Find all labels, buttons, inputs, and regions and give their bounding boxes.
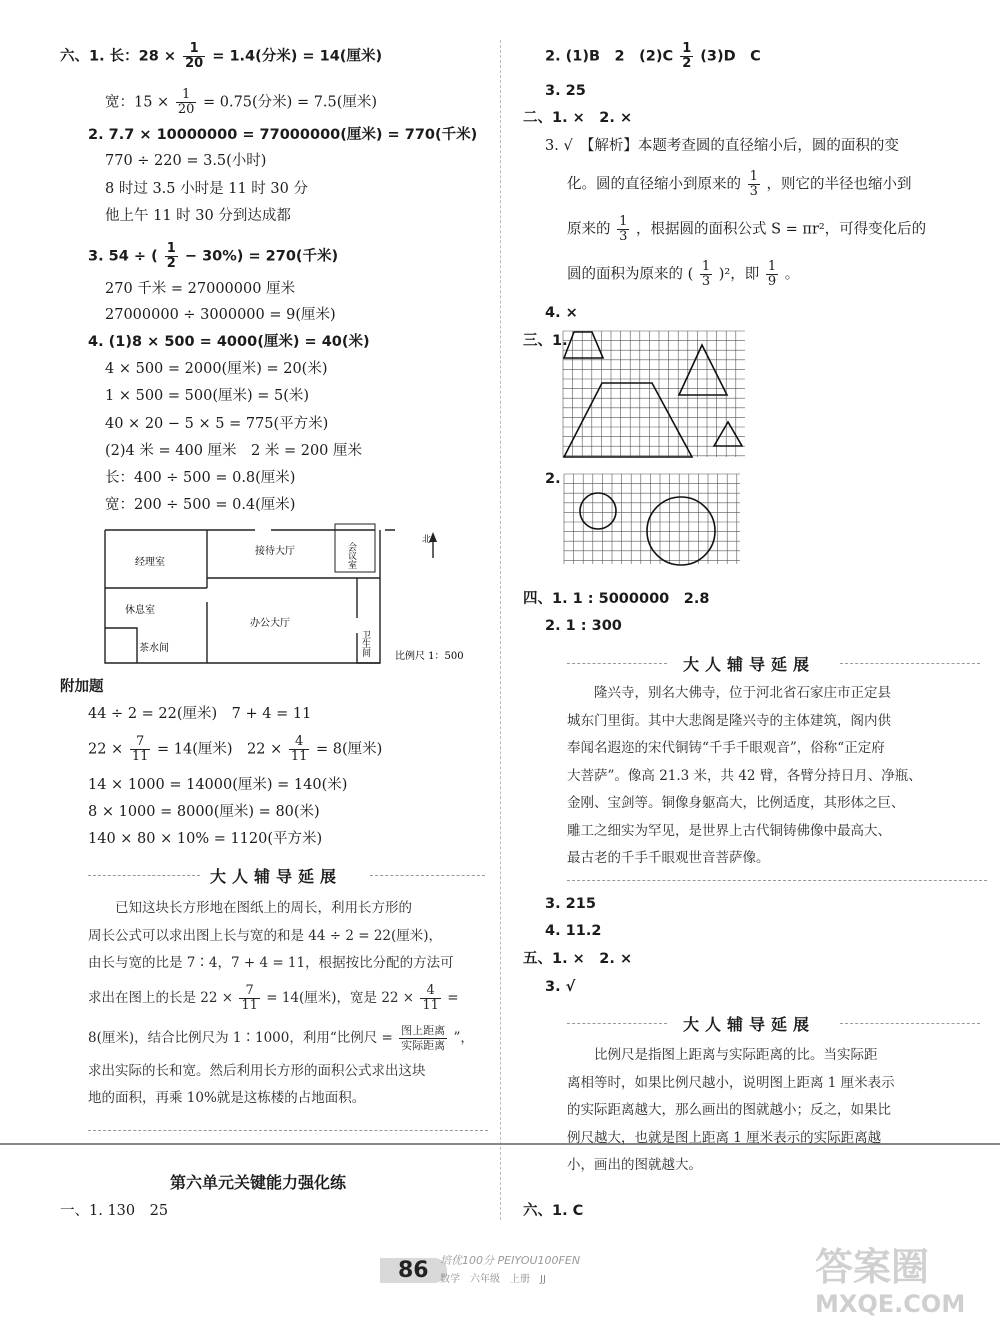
divider (840, 1023, 980, 1024)
unit-title: 第六单元关键能力强化练 (170, 1173, 347, 1192)
answer-line: 3. 215 (545, 896, 596, 912)
answer-line: 3. √ (545, 979, 576, 995)
answer-line: (2)4 米 = 400 厘米 2 米 = 200 厘米 (105, 443, 363, 459)
analysis-line: 圆的面积为原来的 ( $\frac{1}{3}$ )²，即 $\frac{1}{9}$ 。 (567, 259, 800, 289)
answer-line: 长：400 ÷ 500 = 0.8(厘米) (105, 470, 296, 486)
paragraph-line: 小，画出的图就越大。 (567, 1157, 702, 1173)
paragraph-line: 例尺越大，也就是图上距离 1 厘米表示的实际距离越 (567, 1129, 882, 1146)
scale-label: 比例尺 1：500 (395, 651, 464, 662)
answer-line: 3. 25 (545, 83, 586, 99)
answer-line: 270 千米 = 27000000 厘米 (105, 281, 296, 297)
paragraph-line: 城东门里街。其中大悲阁是隆兴寺的主体建筑，阁内供 (567, 712, 891, 729)
column-divider (500, 40, 501, 1220)
answer-line: 四、1. 1 : 5000000 2.8 (523, 591, 710, 607)
room-tea: 茶水间 (139, 643, 169, 654)
answer-line: 五、1. × 2. × (523, 951, 633, 967)
paragraph-line: 最古老的千手千眼观世音菩萨像。 (567, 850, 770, 866)
room-lounge: 休息室 (125, 605, 155, 616)
answer-line: 4 × 500 = 2000(厘米) = 20(米) (105, 361, 328, 377)
answer-line: 40 × 20 − 5 × 5 = 775(平方米) (105, 416, 329, 432)
divider (567, 880, 987, 881)
answer-line: 六、1. C (523, 1203, 584, 1219)
answer-line: 他上午 11 时 30 分到达成都 (105, 208, 291, 224)
page-number: 86 (380, 1258, 447, 1283)
divider (88, 875, 200, 876)
room-office-hall: 办公大厅 (250, 618, 290, 629)
answer-line: 770 ÷ 220 = 3.5(小时) (105, 153, 267, 169)
answer-line: 4. 11.2 (545, 923, 602, 939)
divider (840, 663, 980, 664)
answer-line: 140 × 80 × 10% = 1120(平方米) (88, 831, 323, 847)
watermark-logo: 答案圈 (815, 1245, 930, 1289)
explanation: 已知这块长方形地在图纸上的周长，利用长方形的 周长公式可以求出图上长与宽的和是 44 ÷ 2 = 22(厘米)， 由长与宽的比是 7∶4，7 + 4 = 11，根据按比分配的方法可 求出在图上的长是 22 × $\frac{7}{11}$ = 14(厘米)，宽是 22 × $\frac{4}{11}$ = 8(厘米)，结合比例尺为 1∶1000，利用“比例尺 = 图上距离 实际距离 ”， 求出实际的长和宽。然后利用长方形的面积公式求出这块 地的面积，再乘 10%就是这栋楼的占地面积。 (88, 900, 474, 1106)
answer-line: 14 × 1000 = 14000(厘米) = 140(米) (88, 777, 348, 793)
answer-line: 44 ÷ 2 = 22(厘米) 7 + 4 = 11 (88, 706, 312, 722)
answer-line: 2. 1 : 300 (545, 618, 622, 634)
answer-line: 2. 7.7 × 10000000 = 77000000(厘米) = 770(千米) (88, 127, 478, 143)
answer-line: 宽：15 × $\frac{1}{20}$ = 0.75(分米) = 7.5(厘米) (105, 87, 378, 117)
explanation (567, 680, 987, 873)
box-title: 大人辅导延展 (210, 867, 343, 886)
book-info: 数学 六年级 上册 JJ (440, 1274, 546, 1285)
answer-line: 二、1. × 2. × (523, 110, 633, 126)
answer-line: 一、1. 130 25 (60, 1203, 169, 1219)
analysis-line: 3. √ 【解析】本题考查圆的直径缩小后，圆的面积的变 (545, 138, 899, 154)
answer-line: 4. × (545, 305, 578, 321)
answer-line: 六、1. 长：28 × $\frac{1}{20}$ = 1.4(分米) = 14(厘米) (60, 41, 383, 71)
answer-line: 8 时过 3.5 小时是 11 时 30 分 (105, 181, 308, 197)
room-restroom: 卫生间 (360, 630, 370, 657)
answer-line: 1 × 500 = 500(厘米) = 5(米) (105, 388, 310, 404)
room-meeting: 会议室 (346, 542, 356, 569)
answer-line: 2. (1)B 2 (2)C $\frac{1}{2}$ (3)D C (545, 41, 761, 71)
analysis-line: 化。圆的直径缩小到原来的 $\frac{1}{3}$ ，则它的半径也缩小到 (567, 169, 912, 199)
paragraph-line: 离相等时，如果比例尺越小，说明图上距离 1 厘米表示 (567, 1074, 895, 1091)
paragraph-line: 隆兴寺，别名大佛寺，位于河北省石家庄市正定县 (594, 685, 891, 701)
answer-line: 27000000 ÷ 3000000 = 9(厘米) (105, 307, 336, 323)
divider (567, 1023, 667, 1024)
divider (370, 875, 485, 876)
paragraph-line: 奉闻名遐迩的宋代铜铸“千手千眼观音”，俗称“正定府 (567, 740, 885, 756)
answer-line: 3. 54 ÷ ( $\frac{1}{2}$ − 30%) = 270(千米) (88, 241, 339, 271)
answer-line: 22 × $\frac{7}{11}$ = 14(厘米) 22 × $\frac{4}{11}$ = 8(厘米) (88, 734, 383, 764)
watermark-url: MXQE.COM (815, 1290, 966, 1318)
paragraph-line: 大菩萨”。像高 21.3 米，共 42 臂，各臂分持日月、净瓶、 (567, 767, 922, 784)
answer-line: 三、1. (523, 333, 568, 349)
grid-figure-2 (563, 473, 743, 568)
paragraph-line: 金刚、宝剑等。铜像身躯高大，比例适度，其形体之巨、 (567, 795, 905, 811)
floor-plan-diagram (95, 518, 495, 668)
paragraph-line: 雕工之细实为罕见，是世界上古代铜铸佛像中最高大、 (567, 822, 891, 839)
answer-line: 8 × 1000 = 8000(厘米) = 80(米) (88, 804, 320, 820)
extra-title: 附加题 (60, 679, 104, 695)
box-title: 大人辅导延展 (683, 655, 816, 674)
paragraph-line: 比例尺是指图上距离与实际距离的比。当实际距 (594, 1047, 878, 1063)
answer-line: 2. (545, 471, 561, 487)
box-title: 大人辅导延展 (683, 1015, 816, 1034)
brand-name: 培优100分 PEIYOU100FEN (440, 1254, 581, 1267)
divider (567, 663, 667, 664)
analysis-line: 原来的 $\frac{1}{3}$ ，根据圆的面积公式 S = πr²，可得变化后的 (567, 214, 927, 244)
room-manager: 经理室 (135, 557, 165, 568)
room-reception: 接待大厅 (255, 546, 295, 557)
answer-line: 宽：200 ÷ 500 = 0.4(厘米) (105, 497, 296, 513)
divider (88, 1130, 488, 1131)
paragraph-line: 的实际距离越大，那么画出的图就越小；反之，如果比 (567, 1102, 891, 1118)
grid-figure-1 (562, 330, 748, 460)
explanation (567, 1042, 987, 1180)
north-label: 北 (422, 535, 432, 545)
answer-line: 4. (1)8 × 500 = 4000(厘米) = 40(米) (88, 334, 370, 350)
